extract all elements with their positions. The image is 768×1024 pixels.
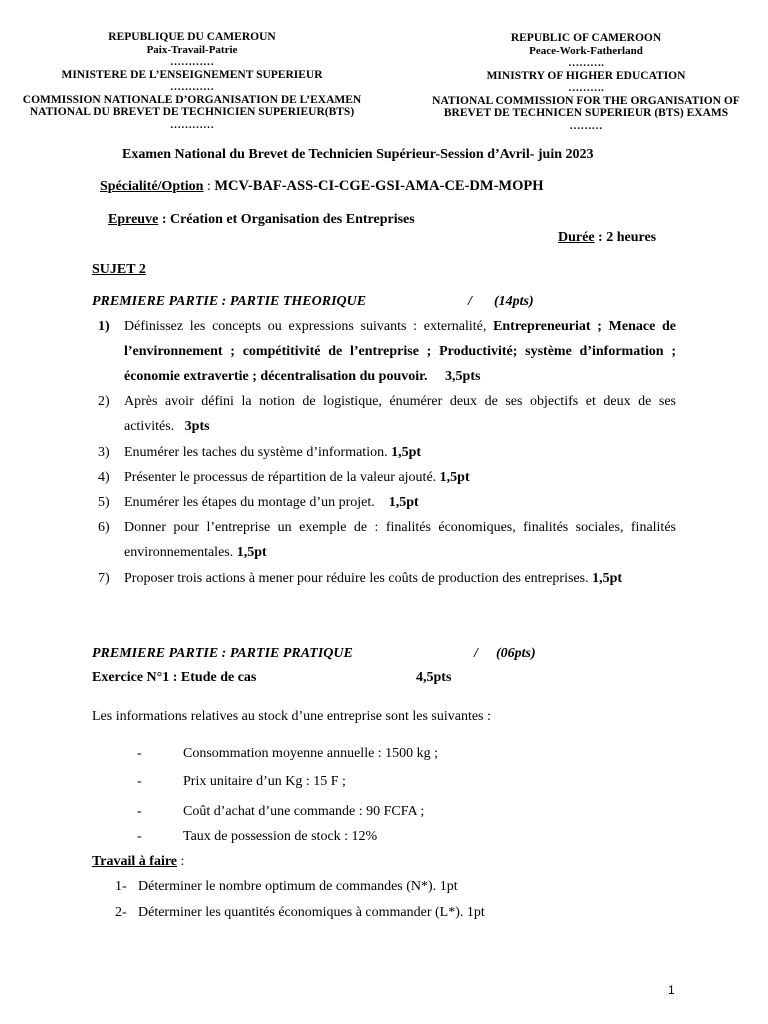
question-2-number: 2) (98, 394, 110, 409)
question-7-text: Proposer trois actions à mener pour réduire les coûts de production des entreprises. (124, 571, 589, 586)
duree-value: : 2 heures (594, 230, 657, 245)
item-2-text: Prix unitaire d’un Kg : 15 F ; (183, 774, 346, 789)
header-right-dots-1: ………. (568, 57, 604, 69)
header-right-dots-2: ………. (568, 82, 604, 94)
item-3-dash: - (137, 804, 142, 819)
exercise-title: Exercice N°1 : Etude de cas (92, 670, 257, 685)
sujet-title: SUJET 2 (92, 262, 146, 277)
question-5-points: 1,5pt (388, 495, 419, 510)
header-right-commission-1: NATIONAL COMMISSION FOR THE ORGANISATION OF (432, 94, 740, 107)
question-3-number: 3) (98, 445, 110, 460)
question-6-points: 1,5pt (236, 545, 267, 560)
question-5-text: Enumérer les étapes du montage d’un projet. (124, 495, 375, 510)
exercise-intro: Les informations relatives au stock d’une entreprise sont les suivantes : (92, 709, 491, 724)
question-2-points: 3pts (184, 419, 210, 434)
question-2 (92, 389, 676, 439)
part1-points: (14pts) (494, 294, 534, 309)
task-label: Travail à faire (92, 854, 178, 869)
part2-separator: / (474, 646, 478, 661)
question-6-number: 6) (98, 520, 110, 535)
question-4-number: 4) (98, 470, 110, 485)
question-5 (92, 490, 676, 515)
task-colon: : (177, 854, 185, 869)
question-1-points: 3,5pts (445, 369, 481, 384)
question-3-points: 1,5pt (391, 445, 422, 460)
specialite-label: Spécialité/Option (100, 179, 204, 194)
epreuve-label: Epreuve (108, 212, 159, 227)
task-2-number: 2- (115, 905, 127, 920)
header-left-commission-2: NATIONAL DU BREVET DE TECHNICIEN SUPERIEUR(BTS) (29, 106, 355, 118)
header-left-motto: Paix-Travail-Patrie (146, 43, 238, 56)
header-right (418, 32, 754, 132)
question-4-text: Présenter le processus de répartition de la valeur ajouté. (124, 470, 437, 485)
header-right-dots-3: ……… (569, 119, 603, 132)
question-1-text: Définissez les concepts ou expressions suivants : externalité, (124, 319, 494, 334)
task-2-text: Déterminer les quantités économiques à commander (L*). 1pt (138, 905, 485, 920)
item-1-text: Consommation moyenne annuelle : 1500 kg ; (183, 746, 439, 761)
header-right-ministry: MINISTRY OF HIGHER EDUCATION (486, 69, 686, 82)
page-number: 1 (668, 983, 675, 997)
question-3 (92, 440, 676, 465)
epreuve-value: : Création et Organisation des Entreprises (158, 212, 415, 227)
question-6 (92, 515, 676, 565)
exercise-points: 4,5pts (416, 670, 452, 685)
question-2-text: Après avoir défini la notion de logistique, énumérer deux de ses objectifs et deux de ses activités. (124, 394, 676, 434)
item-4-text: Taux de possession de stock : 12% (183, 829, 378, 844)
item-1-dash: - (137, 746, 142, 761)
epreuve-line (108, 212, 415, 228)
header-right-commission-2: BREVET DE TECHNICEN SUPERIEUR (BTS) EXAMS (443, 107, 729, 119)
header-left-commission-1: COMMISSION NATIONALE D’ORGANISATION DE L’EXAMEN (22, 93, 362, 106)
header-right-country: REPUBLIC OF CAMEROON (510, 32, 662, 44)
item-2-dash: - (137, 774, 142, 789)
question-5-number: 5) (98, 495, 110, 510)
part1-separator: / (468, 294, 472, 309)
exam-title: Examen National du Brevet de Technicien Supérieur-Session d’Avril- juin 2023 (122, 147, 594, 162)
duree-label: Durée (558, 230, 595, 245)
part2-points: (06pts) (496, 646, 536, 661)
duree-line (558, 230, 656, 246)
header-left-dots-2: ………… (170, 81, 214, 93)
header-right-motto: Peace-Work-Fatherland (529, 44, 643, 57)
question-7 (92, 566, 676, 591)
item-3-text: Coût d’achat d’une commande : 90 FCFA ; (183, 804, 425, 819)
question-7-points: 1,5pt (592, 571, 623, 586)
question-1 (92, 314, 676, 389)
header-left-dots-1: ………… (170, 56, 214, 68)
task-heading (92, 854, 184, 870)
specialite-line (100, 178, 544, 195)
question-4 (92, 465, 676, 490)
specialite-separator: : (203, 179, 215, 194)
header-left-dots-3: ………… (170, 118, 214, 131)
task-1-text: Déterminer le nombre optimum de commandes (N*). 1pt (138, 879, 458, 894)
question-3-text: Enumérer les taches du système d’information. (124, 445, 388, 460)
part1-title: PREMIERE PARTIE : PARTIE THEORIQUE (92, 294, 367, 309)
question-6-text: Donner pour l’entreprise un exemple de : finalités économiques, finalités sociales, finalités environnementales. (124, 520, 676, 560)
question-4-points: 1,5pt (439, 470, 470, 485)
item-4-dash: - (137, 829, 142, 844)
header-left (14, 31, 370, 131)
header-left-ministry: MINISTERE DE L’ENSEIGNEMENT SUPERIEUR (61, 68, 323, 81)
header-left-country: REPUBLIQUE DU CAMEROUN (108, 31, 276, 43)
question-1-number: 1) (98, 319, 110, 334)
task-1-number: 1- (115, 879, 127, 894)
part2-title: PREMIERE PARTIE : PARTIE PRATIQUE (92, 646, 353, 661)
specialite-value: MCV-BAF-ASS-CI-CGE-GSI-AMA-CE-DM-MOPH (214, 178, 544, 194)
question-7-number: 7) (98, 571, 110, 586)
question-1-text-bold: Entrepreneuriat ; Menace de l’environnement ; compétitivité de l’entreprise ; Productivité; système d’information ; économie extravertie ; décentralisation du pouvoir. (124, 319, 676, 384)
